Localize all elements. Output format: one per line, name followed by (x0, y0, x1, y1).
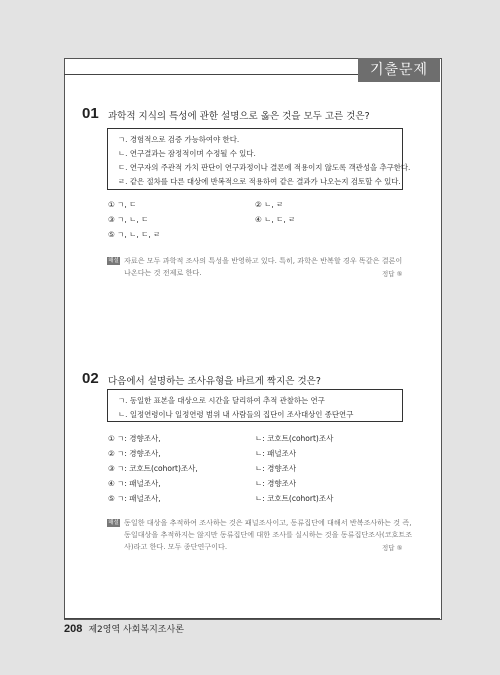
statement-item: ㄷ. 연구자의 주관적 가치 판단이 연구과정이나 결론에 적용이지 않도록 객관성을 추구한다. (118, 163, 411, 172)
question-2-statement-box (107, 389, 403, 422)
solution-line: 사)라고 한다. 모두 종단연구이다. (124, 542, 228, 551)
footer-rule (64, 618, 440, 619)
section-tab: 기출문제 (358, 58, 440, 82)
answer-option: ① ㄱ, ㄷ (108, 200, 137, 209)
answer-option-right: ㄴ: 패널조사 (255, 449, 297, 458)
solution-line: 나온다는 것 전제로 한다. (124, 268, 202, 277)
answer-option: ④ ㄴ, ㄷ, ㄹ (255, 215, 296, 224)
answer-option: ③ ㄱ, ㄴ, ㄷ (108, 215, 149, 224)
answer-option-left: ③ ㄱ: 코호트(cohort)조사, (108, 464, 198, 473)
solution-line: 동일대상을 추적하지는 않지만 동류집단에 대한 조사를 실시하는 것을 동류집단조사(코호트조 (124, 530, 413, 539)
answer-option-left: ④ ㄱ: 패널조사, (108, 479, 161, 488)
question-1-number: 01 (82, 105, 99, 122)
header-rule (64, 74, 358, 75)
solution-line: 동일한 대상을 추적하여 조사하는 것은 패널조사이고, 동류집단에 대해서 반복조사하는 것 즉, (124, 518, 412, 527)
question-1-statement-box (107, 128, 411, 190)
question-1-text: 과학적 지식의 특성에 관한 설명으로 옳은 것을 모두 고른 것은? (108, 111, 370, 122)
footer (64, 622, 184, 635)
answer-option: ② ㄴ, ㄹ (255, 200, 284, 209)
statement-item: ㄱ. 경험적으로 검증 가능하여야 한다. (118, 135, 240, 144)
answer-option-left: ② ㄱ: 경향조사, (108, 449, 161, 458)
answer-key: 정답 ⑤ (382, 270, 403, 278)
statement-item: ㄱ. 동일한 표본을 대상으로 시간을 달리하여 추적 관찰하는 연구 (118, 396, 325, 405)
question-2-text: 다음에서 설명하는 조사유형을 바르게 짝지은 것은? (108, 376, 321, 387)
answer-key: 정답 ⑤ (382, 544, 403, 552)
solution-tag: 해설 (108, 258, 119, 264)
solution-tag: 해설 (108, 520, 119, 526)
statement-item: ㄴ. 연구결과는 잠정적이며 수정될 수 있다. (118, 149, 256, 158)
answer-option: ⑤ ㄱ, ㄴ, ㄷ, ㄹ (108, 230, 161, 239)
question-2-number: 02 (82, 370, 99, 387)
page-number: 208 (64, 623, 83, 635)
answer-option-left: ⑤ ㄱ: 패널조사, (108, 494, 161, 503)
statement-item: ㄴ. 일정연령이나 일정연령 범위 내 사람들의 집단이 조사대상인 종단연구 (118, 410, 354, 419)
answer-option-right: ㄴ: 경향조사 (255, 479, 297, 488)
answer-option-right: ㄴ: 경향조사 (255, 464, 297, 473)
answer-option-right: ㄴ: 코호트(cohort)조사 (255, 494, 334, 503)
answer-option-left: ① ㄱ: 경향조사, (108, 434, 161, 443)
section-title: 제2영역 사회복지조사론 (88, 625, 184, 635)
statement-item: ㄹ. 같은 절차를 다른 대상에 반복적으로 적용하여 같은 결과가 나오는지 검토할 수 있다. (118, 177, 401, 186)
answer-option-right: ㄴ: 코호트(cohort)조사 (255, 434, 334, 443)
solution-line: 자료은 모두 과학적 조사의 특성을 반영하고 있다. 특히, 과학은 반복할 경우 똑같은 결론이 (124, 256, 403, 265)
